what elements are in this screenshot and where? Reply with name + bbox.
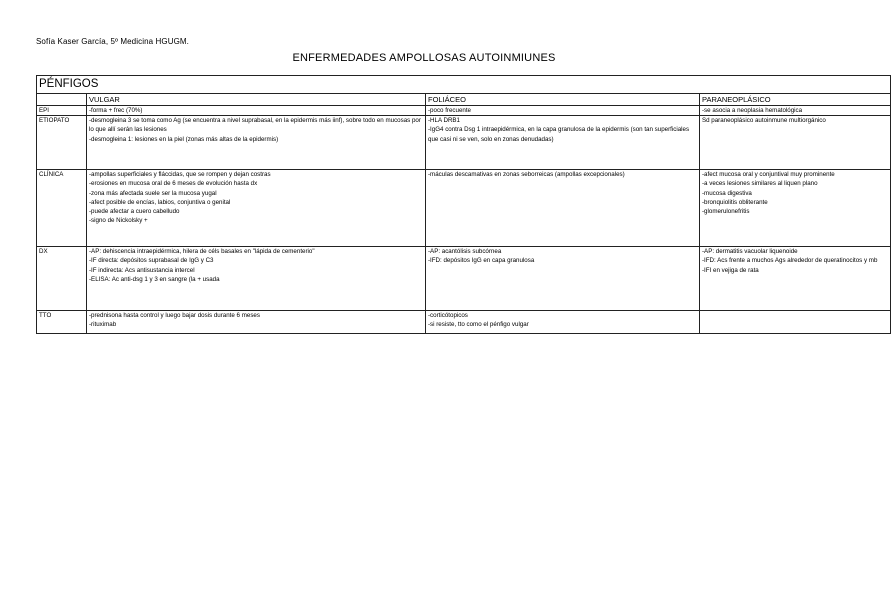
cell-line: -IF indirecta: Acs antisustancia intercel <box>89 266 195 274</box>
table-row <box>37 311 891 334</box>
cell-line: -desmogleina 3 se toma como Ag (se encuentra a nivel suprabasal, en la epidermis más iinf), sobre todo en mucosas por lo que allí serán las lesiones <box>89 117 421 134</box>
cell-line: -ampollas superficiales y fláccidas, que se rompen y dejan costras <box>89 171 271 179</box>
pemphigus-table <box>36 75 891 334</box>
row-label: ETIOPATO <box>37 116 87 170</box>
cell-line: -poco frecuente <box>428 107 471 115</box>
cell-line: -IFI en vejiga de rata <box>702 266 759 274</box>
row-label: TTO <box>37 311 87 334</box>
cell-line: -máculas descamativas en zonas seborreicas (ampollas excepcionales) <box>428 171 625 179</box>
row-label: DX <box>37 247 87 311</box>
cell-line: -a veces lesiones similares al liquen plano <box>702 180 818 188</box>
cell-line: -forma + frec (70%) <box>89 107 143 115</box>
cell-line: -ELISA: Ac anti-dsg 1 y 3 en sangre (la + usada <box>89 275 220 283</box>
cell-vulgar <box>87 247 426 311</box>
cell-line: -zona más afectada suele ser la mucosa yugal <box>89 189 217 197</box>
cell-paraneoplasico <box>700 170 891 247</box>
column-header-row <box>37 94 891 106</box>
cell-line: -desmogleina 1: lesiones en la piel (zonas más altas de la epidermis) <box>89 135 279 143</box>
column-header-empty <box>37 94 87 106</box>
cell-line: -IF directa: depósitos suprabasal de IgG y C3 <box>89 257 214 265</box>
cell-line: -IFD: depósitos IgG en capa granulosa <box>428 257 535 265</box>
cell-line: -afect mucosa oral y conjuntival muy prominente <box>702 171 835 179</box>
cell-foliaceo <box>426 170 700 247</box>
group-header-row <box>37 76 891 94</box>
cell-line: -erosiones en mucosa oral de 6 meses de evolución hasta dx <box>89 180 258 188</box>
table-row <box>37 106 891 116</box>
cell-foliaceo <box>426 311 700 334</box>
table-row <box>37 170 891 247</box>
cell-line: -rituximab <box>89 321 117 329</box>
table-row <box>37 116 891 170</box>
cell-line: -HLA DRB1 <box>428 117 460 125</box>
cell-line: -IgG4 contra Dsg 1 intraepidérmica, en la capa granulosa de la epidermis (son tan superficiales que casi ni se ven, solo en zonas denudadas) <box>428 126 690 143</box>
cell-line: Sd paraneoplásico autoinmune multiorgánico <box>702 117 826 125</box>
cell-paraneoplasico <box>700 247 891 311</box>
row-label: CLÍNICA <box>37 170 87 247</box>
document-title: ENFERMEDADES AMPOLLOSAS AUTOINMIUNES <box>292 52 556 64</box>
cell-line: -AP: dehiscencia intraepidérmica, hilera de céls basales en "lápida de cementerio" <box>89 248 315 256</box>
cell-line: -mucosa digestiva <box>702 189 752 197</box>
cell-line: -si resiste, tto como el pénfigo vulgar <box>428 321 529 329</box>
column-header-foliaceo: FOLIÁCEO <box>426 94 700 106</box>
cell-vulgar <box>87 106 426 116</box>
cell-paraneoplasico <box>700 116 891 170</box>
cell-line: -signo de Nickolsky + <box>89 217 148 225</box>
cell-foliaceo <box>426 116 700 170</box>
cell-vulgar <box>87 311 426 334</box>
cell-line: -bronquiolitis obliterante <box>702 198 768 206</box>
author-line: Sofía Kaser García, 5º Medicina HGUGM. <box>36 37 189 46</box>
cell-vulgar <box>87 116 426 170</box>
group-header: PÉNFIGOS <box>37 76 891 94</box>
cell-line: -afect posible de encías, labios, conjuntiva o genital <box>89 198 231 206</box>
cell-line: -prednisona hasta control y luego bajar dosis durante 6 meses <box>89 312 260 320</box>
cell-line: -corticótopicos <box>428 312 468 320</box>
cell-foliaceo <box>426 247 700 311</box>
column-header-vulgar: VULGAR <box>87 94 426 106</box>
cell-line: -se asocia a neoplasia hematológica <box>702 107 803 115</box>
column-header-paraneoplasico: PARANEOPLÁSICO <box>700 94 891 106</box>
cell-paraneoplasico <box>700 311 891 334</box>
cell-line: -glomerulonefritis <box>702 207 750 215</box>
cell-line: -puede afectar a cuero cabelludo <box>89 207 180 215</box>
cell-foliaceo <box>426 106 700 116</box>
row-label: EPI <box>37 106 87 116</box>
cell-vulgar <box>87 170 426 247</box>
cell-line: -IFD: Acs frente a muchos Ags alrededor de queratinocitos y mb <box>702 257 878 265</box>
cell-paraneoplasico <box>700 106 891 116</box>
cell-line: -AP: acantólisis subcórnea <box>428 248 502 256</box>
cell-line: -AP: dermatitis vacuolar liquenoide <box>702 248 798 256</box>
table-row <box>37 247 891 311</box>
